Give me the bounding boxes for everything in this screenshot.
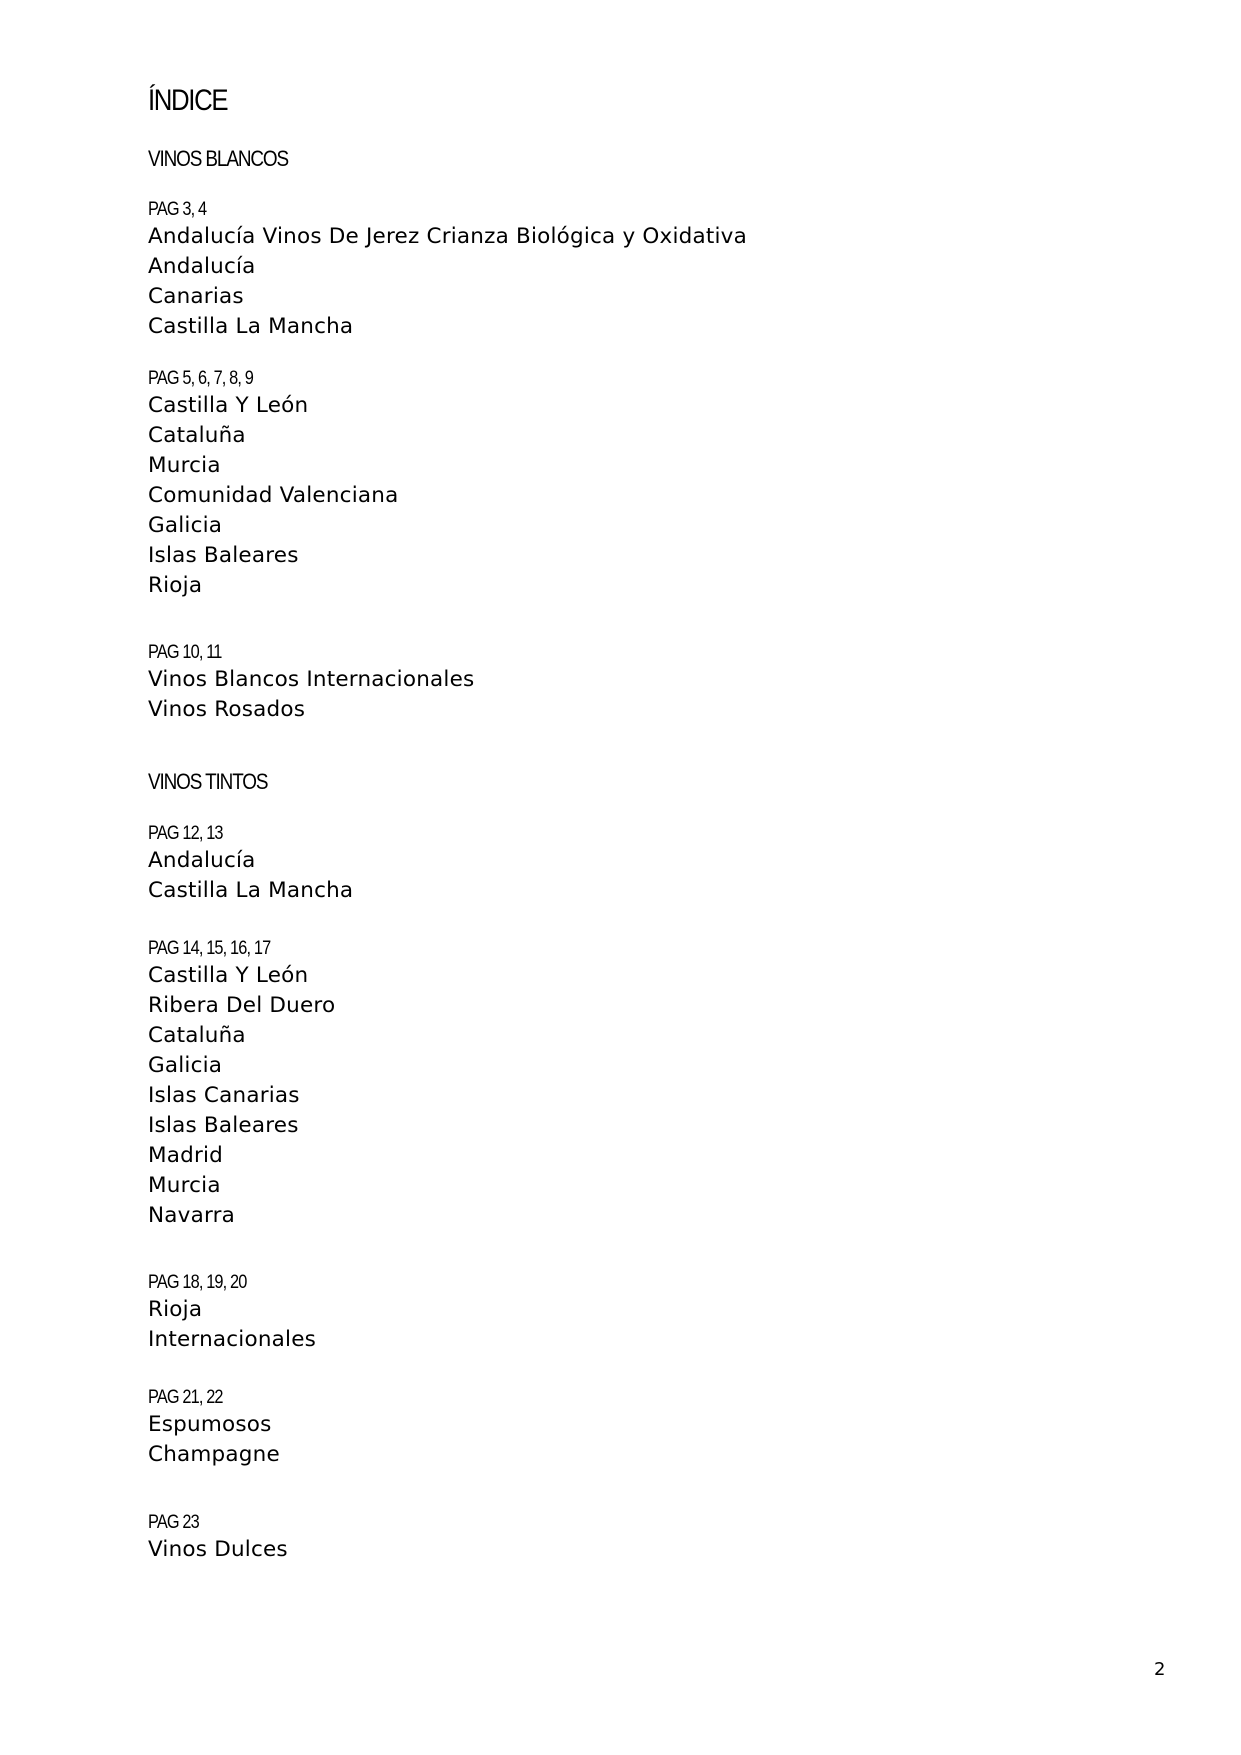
- toc-item[interactable]: Andalucía Vinos De Jerez Crianza Biológica y Oxidativa: [148, 224, 747, 249]
- page-ref-label: PAG 23: [148, 1512, 199, 1533]
- toc-item[interactable]: Rioja: [148, 573, 203, 598]
- toc-item[interactable]: Vinos Rosados: [148, 697, 306, 722]
- toc-item[interactable]: Castilla La Mancha: [148, 878, 354, 903]
- toc-item[interactable]: Cataluña: [148, 1023, 246, 1048]
- toc-item[interactable]: Murcia: [148, 1173, 221, 1198]
- toc-item[interactable]: Vinos Blancos Internacionales: [148, 667, 475, 692]
- toc-item[interactable]: Castilla La Mancha: [148, 314, 354, 339]
- page-ref-label: PAG 14, 15, 16, 17: [148, 938, 271, 959]
- toc-item[interactable]: Galicia: [148, 1053, 223, 1078]
- toc-item[interactable]: Espumosos: [148, 1412, 272, 1437]
- toc-item[interactable]: Champagne: [148, 1442, 280, 1467]
- toc-item[interactable]: Castilla Y León: [148, 393, 309, 418]
- page-ref-label: PAG 3, 4: [148, 199, 207, 220]
- toc-item[interactable]: Navarra: [148, 1203, 236, 1228]
- toc-item[interactable]: Murcia: [148, 453, 221, 478]
- page-ref-label: PAG 12, 13: [148, 823, 223, 844]
- toc-group-list: [148, 1410, 280, 1470]
- section-heading-vinos-blancos: VINOS BLANCOS: [148, 146, 289, 171]
- page-number: 2: [1154, 1659, 1166, 1680]
- page-ref-label: PAG 21, 22: [148, 1387, 223, 1408]
- toc-group-list: [148, 391, 398, 601]
- page-ref-label: PAG 18, 19, 20: [148, 1272, 247, 1293]
- toc-item[interactable]: Rioja: [148, 1297, 203, 1322]
- toc-item[interactable]: Islas Canarias: [148, 1083, 300, 1108]
- toc-group-list: [148, 846, 353, 906]
- toc-group-list: [148, 961, 335, 1231]
- page-ref-label: PAG 5, 6, 7, 8, 9: [148, 368, 253, 389]
- toc-item[interactable]: Ribera Del Duero: [148, 993, 336, 1018]
- toc-group-list: [148, 1535, 288, 1565]
- section-heading-vinos-tintos: VINOS TINTOS: [148, 769, 268, 794]
- page-ref-label: PAG 10, 11: [148, 642, 222, 663]
- toc-item[interactable]: Andalucía: [148, 254, 256, 279]
- toc-item[interactable]: Madrid: [148, 1143, 224, 1168]
- toc-item[interactable]: Canarias: [148, 284, 244, 309]
- toc-item[interactable]: Castilla Y León: [148, 963, 309, 988]
- page-title: ÍNDICE: [148, 84, 228, 117]
- toc-item[interactable]: Andalucía: [148, 848, 256, 873]
- toc-item[interactable]: Internacionales: [148, 1327, 317, 1352]
- toc-group-list: [148, 665, 474, 725]
- toc-item[interactable]: Vinos Dulces: [148, 1537, 288, 1562]
- toc-item[interactable]: Islas Baleares: [148, 543, 299, 568]
- toc-group-list: [148, 1295, 316, 1355]
- toc-item[interactable]: Cataluña: [148, 423, 246, 448]
- toc-group-list: [148, 222, 747, 342]
- toc-item[interactable]: Galicia: [148, 513, 223, 538]
- toc-item[interactable]: Comunidad Valenciana: [148, 483, 399, 508]
- toc-item[interactable]: Islas Baleares: [148, 1113, 299, 1138]
